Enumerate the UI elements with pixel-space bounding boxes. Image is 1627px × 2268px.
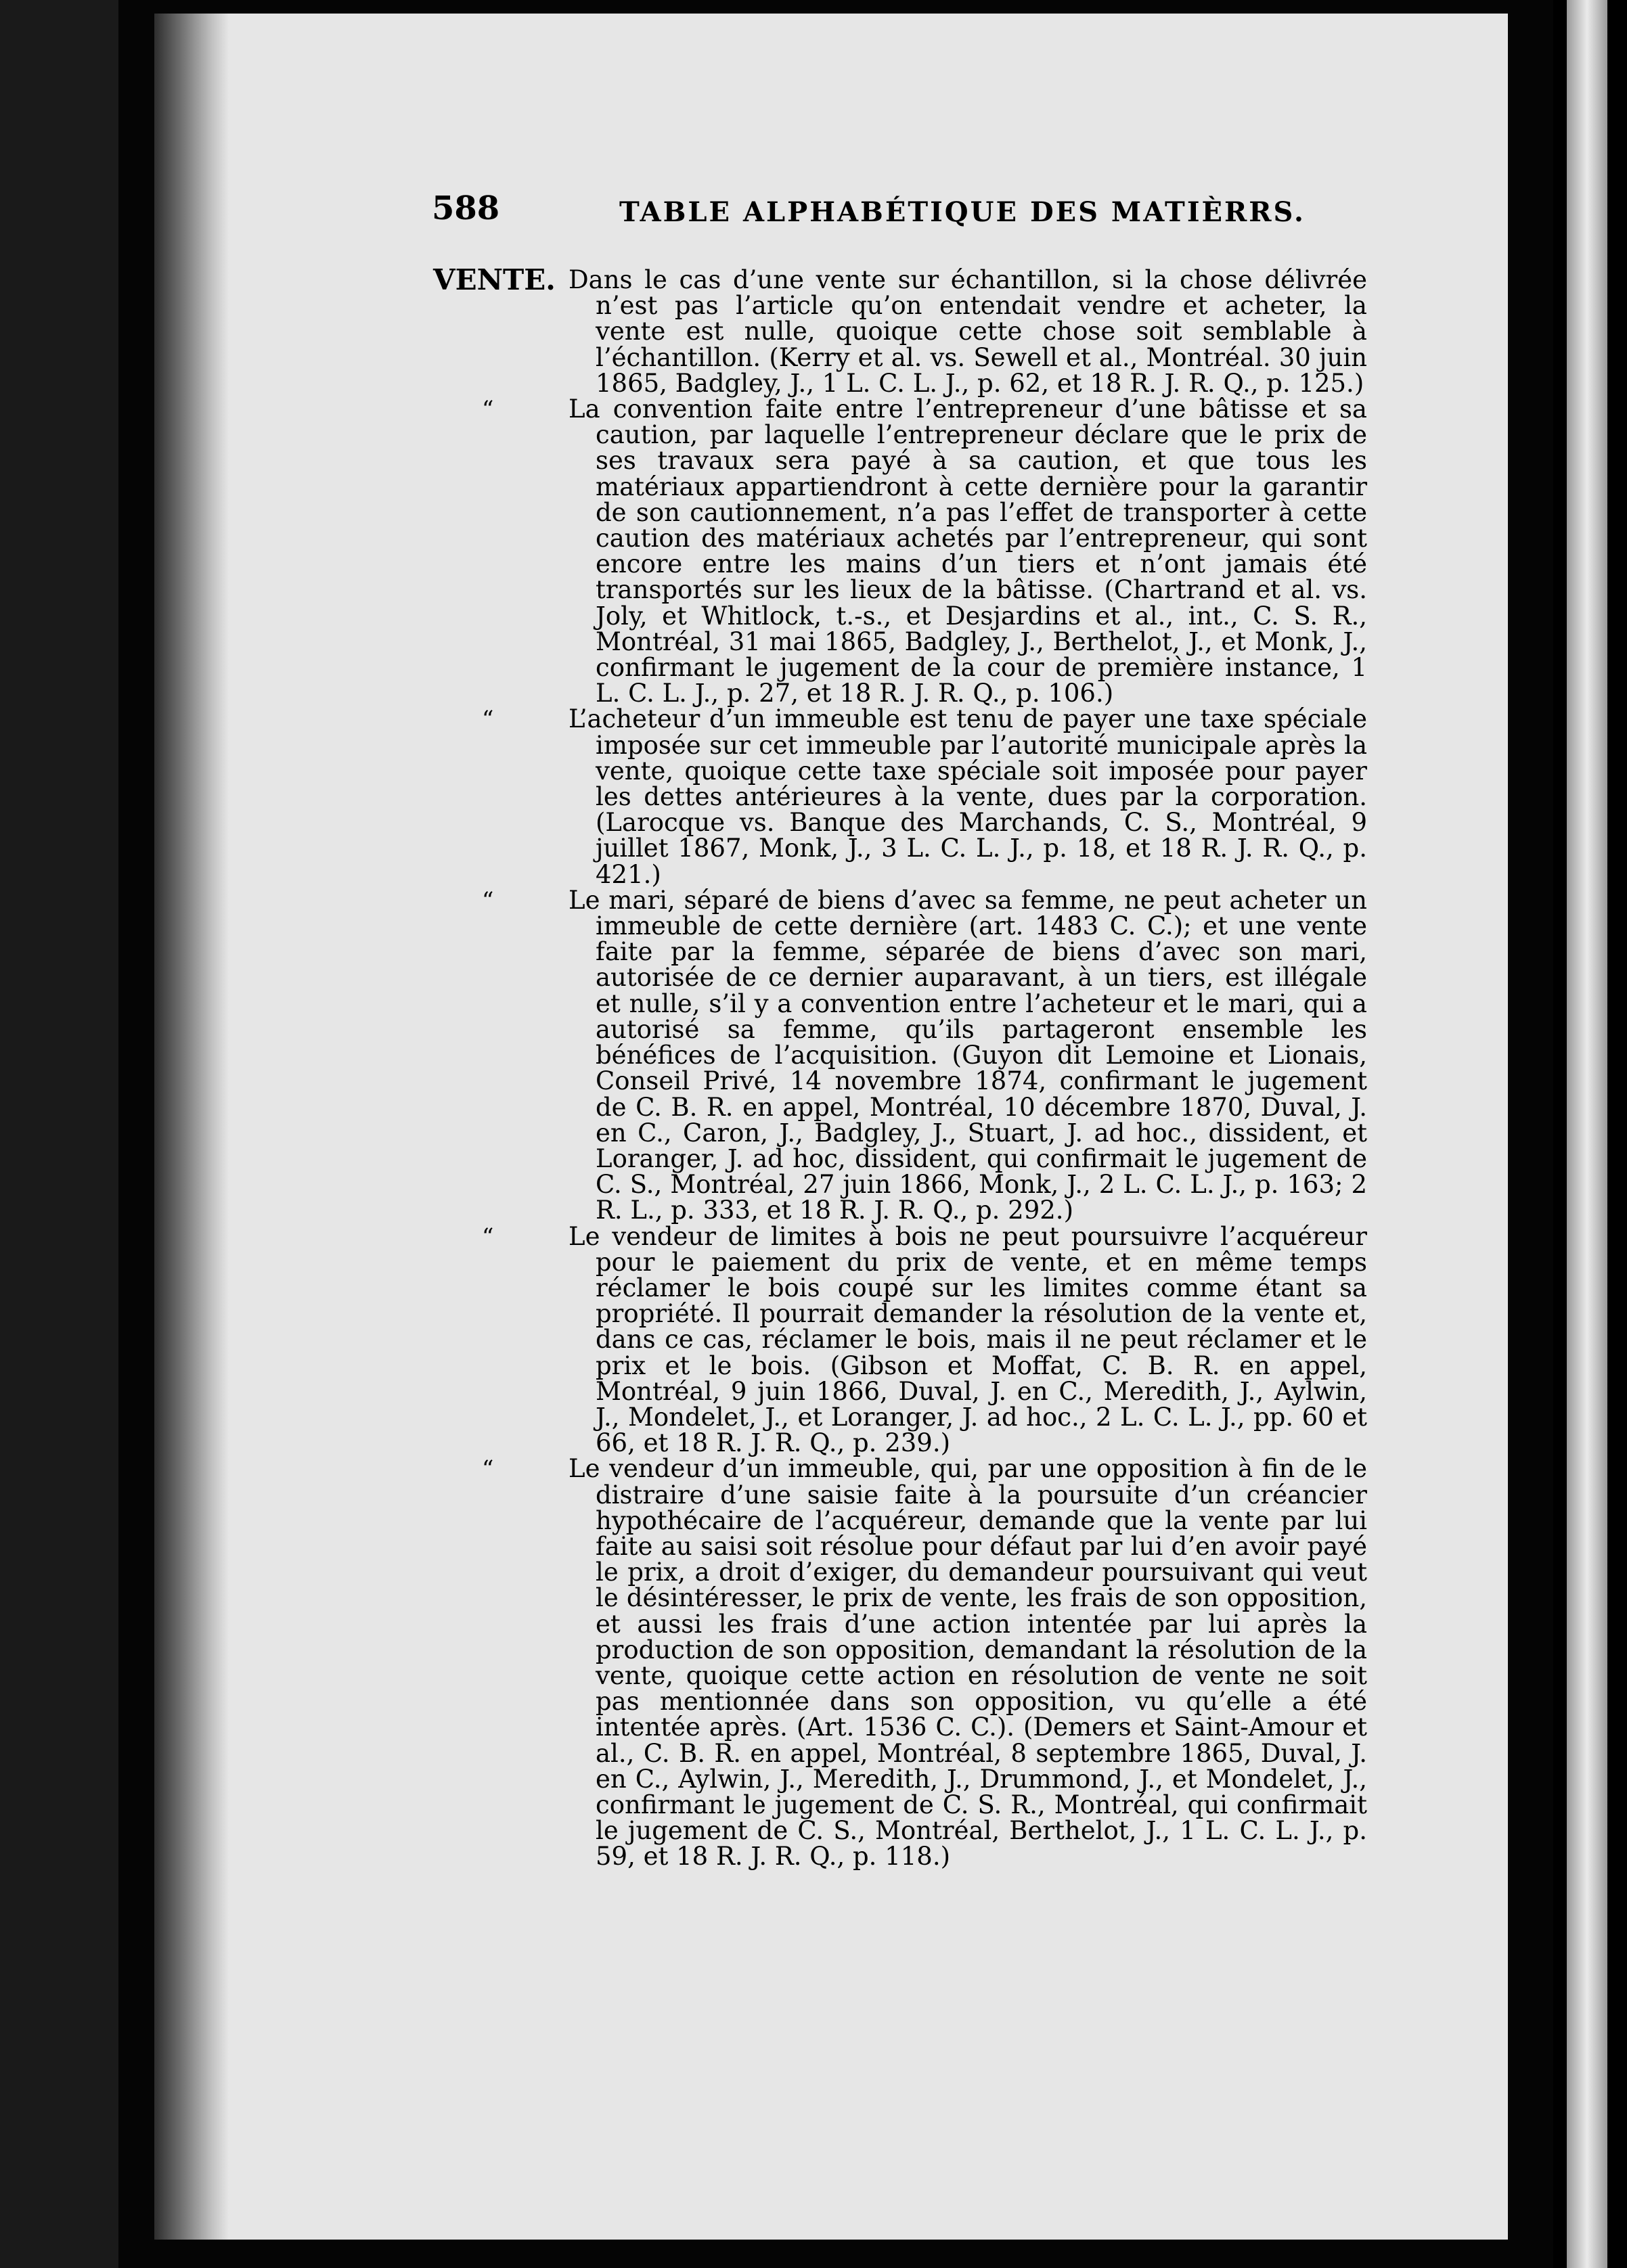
- scan-left-margin: [0, 0, 118, 2268]
- ditto-mark: “: [482, 706, 494, 733]
- index-entry: Le mari, séparé de biens d’avec sa femme, ne peut acheter un immeuble de cette dernière (art. 1483 C. C.); et une vente faite par la femme, séparée de biens d’avec son mari, autorisée de ce dernier auparavant, à un tiers, est illégale et nulle, s’il y a convention entre l’acheteur et le mari, qui a autorisé sa femme, qu’ils partageront ensemble les bénéfices de l’acquisition. (Guyon dit Lemoine et Lionais, Conseil Privé, 14 novembre 1874, confirmant le jugement de C. B. R. en appel, Montréal, 10 décembre 1870, Duval, J. en C., Caron, J., Badgley, J., Stuart, J. ad hoc., dissident, et Loranger, J. ad hoc, dissident, qui confirmait le jugement de C. S., Montréal, 27 juin 1866, Monk, J., 2 L. C. L. J., p. 163; 2 R. L., p. 333, et 18 R. J. R. Q., p. 292.): [569, 885, 1367, 1225]
- entry-block: [433, 396, 1367, 706]
- entry-block: [433, 1454, 1367, 1872]
- ditto-mark: “: [482, 886, 494, 914]
- entry-block: [433, 706, 1367, 887]
- index-entry: La convention faite entre l’entrepreneur d’une bâtisse et sa caution, par laquelle l’entrepreneur déclare que le prix de ses travaux sera payé à sa caution, et que tous les matériaux appartiendront à cette dernière pour la garantir de son cautionnement, n’a pas l’effet de transporter à cette caution des matériaux achetés par l’entrepreneur, qui sont encore entre les mains d’un tiers et n’ont jamais été transportés sur les lieux de la bâtisse. (Chartrand et al. vs. Joly, et Whitlock, t.-s., et Desjardins et al., int., C. S. R., Montréal, 31 mai 1865, Badgley, J., Berthelot, J., et Monk, J., confirmant le jugement de la cour de première instance, 1 L. C. L. J., p. 27, et 18 R. J. R. Q., p. 106.): [569, 394, 1367, 708]
- ditto-mark: “: [482, 1223, 494, 1250]
- page-number: 588: [432, 189, 500, 227]
- index-entry: Le vendeur d’un immeuble, qui, par une opposition à fin de le distraire d’une saisie faite à la poursuite d’un créancier hypothécaire de l’acquéreur, demande que la vente par lui faite au saisi soit résolue pour défaut par lui d’en avoir payé le prix, a droit d’exiger, du demandeur poursuivant qui veut le désintéresser, le prix de vente, les frais de son opposition, et aussi les frais d’une action intentée par lui après la production de son opposition, demandant la résolution de la vente, quoique cette action en résolution de vente ne soit pas mentionnée dans son opposition, vu qu’elle a été intentée après. (Art. 1536 C. C.). (Demers et Saint-Amour et al., C. B. R. en appel, Montréal, 8 septembre 1865, Duval, J. en C., Aylwin, J., Meredith, J., Drummond, J., et Mondelet, J., confirmant le jugement de C. S. R., Montréal, qui confirmait le jugement de C. S., Montréal, Berthelot, J., 1 L. C. L. J., p. 59, et 18 R. J. R. Q., p. 118.): [569, 1454, 1367, 1872]
- page-gutter-shadow: [154, 14, 229, 2240]
- index-term: VENTE.: [433, 263, 556, 296]
- index-entry: Dans le cas d’une vente sur échantillon, si la chose délivrée n’est pas l’article qu’on entendait vendre et acheter, la vente est nulle, quoique cette chose soit semblable à l’échantillon. (Kerry et al. vs. Sewell et al., Montréal. 30 juin 1865, Badgley, J., 1 L. C. L. J., p. 62, et 18 R. J. R. Q., p. 125.): [569, 265, 1367, 398]
- index-entries: [433, 263, 1367, 1872]
- entry-block: [433, 1221, 1367, 1458]
- ditto-mark: “: [482, 396, 494, 424]
- scan-right-margin: [1553, 0, 1627, 2268]
- running-header-title: TABLE ALPHABÉTIQUE DES MATIÈRRS.: [619, 196, 1306, 228]
- next-page-edge: [1567, 0, 1607, 2268]
- index-entry: L’acheteur d’un immeuble est tenu de payer une taxe spéciale imposée sur cet immeuble par l’autorité municipale après la vente, quoique cette taxe spéciale soit imposée pour payer les dettes antérieures à la vente, dues par la corporation. (Larocque vs. Banque des Marchands, C. S., Montréal, 9 juillet 1867, Monk, J., 3 L. C. L. J., p. 18, et 18 R. J. R. Q., p. 421.): [569, 704, 1367, 889]
- entry-block: [433, 885, 1367, 1225]
- index-entry: Le vendeur de limites à bois ne peut poursuivre l’acquéreur pour le paiement du prix de vente, et en même temps réclamer le bois coupé sur les limites comme étant sa propriété. Il pourrait demander la résolution de la vente et, dans ce cas, réclamer le bois, mais il ne peut réclamer et le prix et le bois. (Gibson et Moffat, C. B. R. en appel, Montréal, 9 juin 1866, Duval, J. en C., Meredith, J., Aylwin, J., Mondelet, J., et Loranger, J. ad hoc., 2 L. C. L. J., pp. 60 et 66, et 18 R. J. R. Q., p. 239.): [569, 1221, 1367, 1458]
- ditto-mark: “: [482, 1455, 494, 1483]
